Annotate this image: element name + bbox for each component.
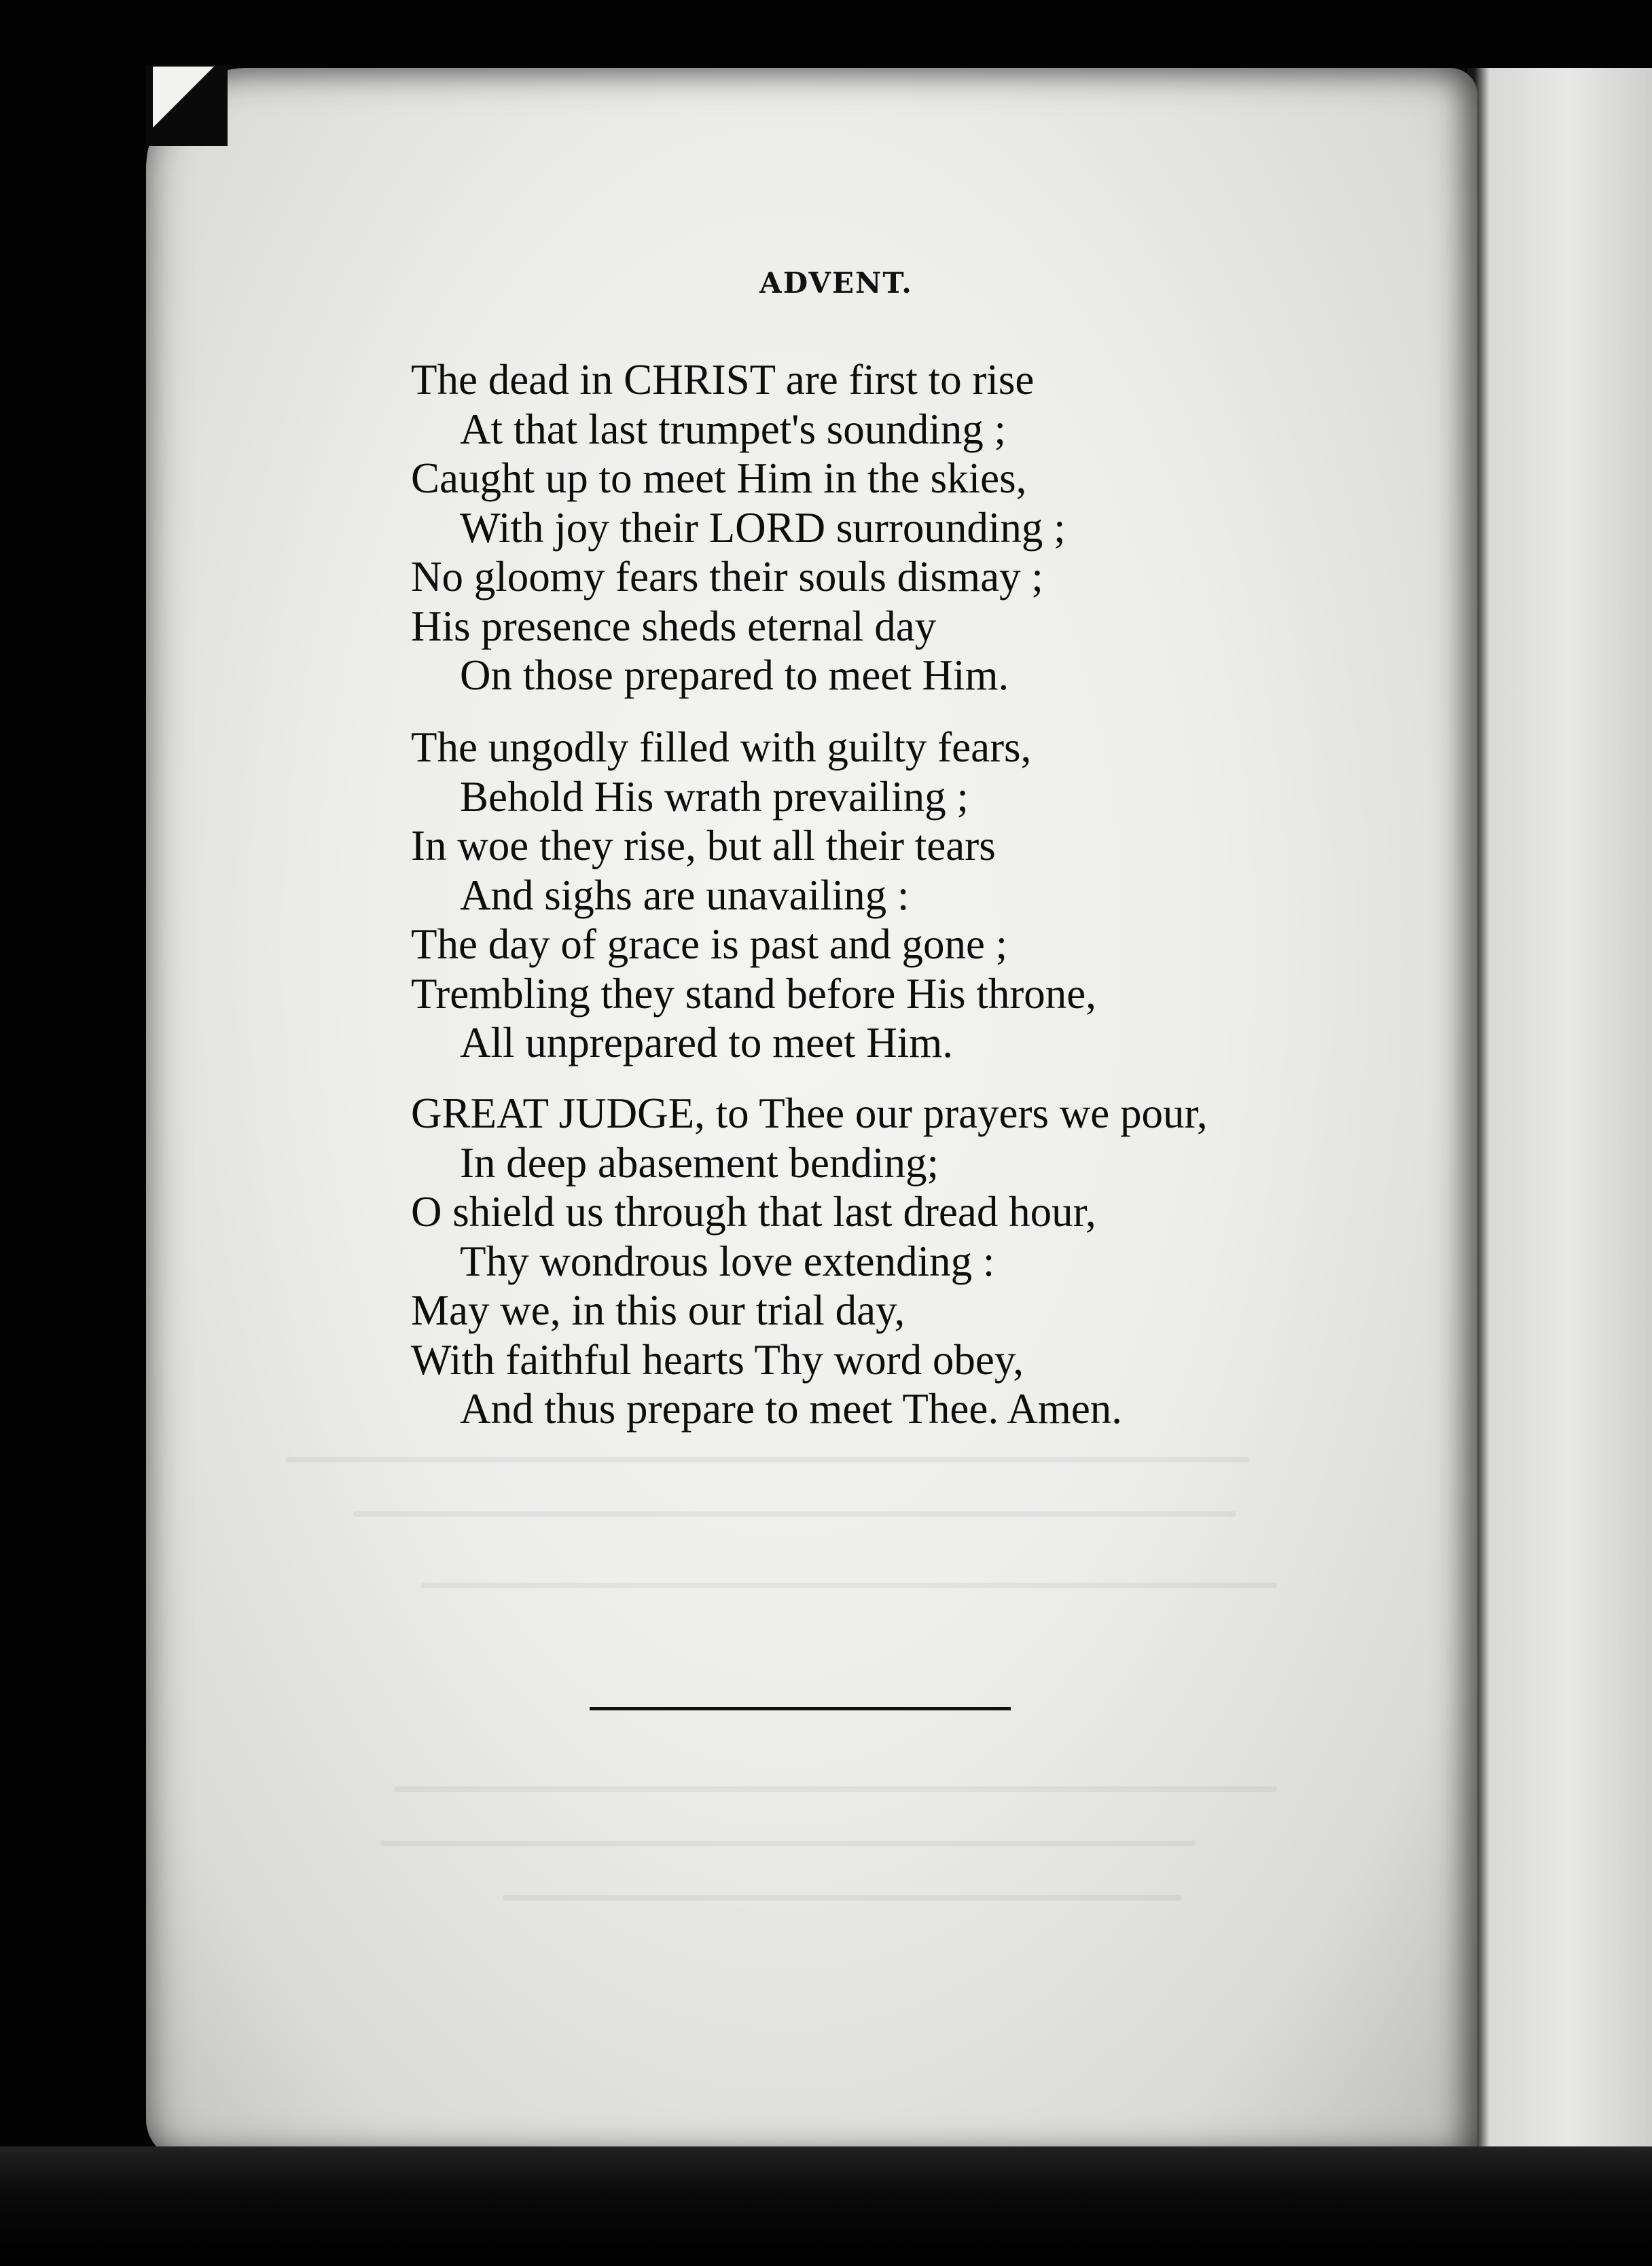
- verse-line: In deep abasement bending;: [460, 1138, 939, 1187]
- verse-line: Thy wondrous love extending :: [460, 1237, 995, 1285]
- show-through-line: [380, 1841, 1196, 1846]
- verse-line: Behold His wrath prevailing ;: [460, 772, 969, 821]
- verse-line: On those prepared to meet Him.: [460, 651, 1009, 699]
- facing-page-edge: [1467, 68, 1652, 2160]
- verse-line: No gloomy fears their souls dismay ;: [411, 553, 1043, 600]
- verse-line: The day of grace is past and gone ;: [411, 920, 1008, 968]
- verse-line: O shield us through that last dread hour,: [411, 1188, 1096, 1236]
- verse-line: All unprepared to meet Him.: [460, 1019, 954, 1066]
- verse-line: In woe they rise, but all their tears: [411, 822, 996, 869]
- verse-line: And sighs are unavailing :: [460, 871, 910, 919]
- verse-line: And thus prepare to meet Thee. Amen.: [460, 1385, 1123, 1433]
- show-through-line: [421, 1583, 1277, 1588]
- verse-line: GREAT JUDGE, to Thee our prayers we pour,: [411, 1090, 1208, 1137]
- end-rule: [590, 1707, 1011, 1710]
- stanza-1: [411, 355, 1294, 700]
- page-heading: [0, 266, 1652, 300]
- verse-line: The dead in CHRIST are first to rise: [411, 356, 1035, 403]
- verse-line: With joy their LORD surrounding ;: [460, 503, 1066, 552]
- heading-text: ADVENT.: [759, 266, 913, 300]
- show-through-line: [285, 1457, 1250, 1462]
- stanza-2: [411, 723, 1294, 1068]
- show-through-line: [503, 1895, 1182, 1901]
- verse-line: Trembling they stand before His throne,: [411, 969, 1097, 1018]
- verse-line: With faithful hearts Thy word obey,: [411, 1335, 1024, 1384]
- verse-line: The ungodly filled with guilty fears,: [411, 723, 1032, 771]
- verse-line: At that last trumpet's sounding ;: [460, 405, 1007, 453]
- stanza-3: [411, 1089, 1294, 1434]
- show-through-line: [394, 1786, 1277, 1792]
- verse-line: May we, in this our trial day,: [411, 1287, 905, 1334]
- verse-line: Caught up to meet Him in the skies,: [411, 454, 1027, 502]
- verse-line: His presence sheds eternal day: [411, 602, 937, 650]
- show-through-line: [353, 1511, 1236, 1517]
- scan-bottom-edge: [0, 2146, 1652, 2266]
